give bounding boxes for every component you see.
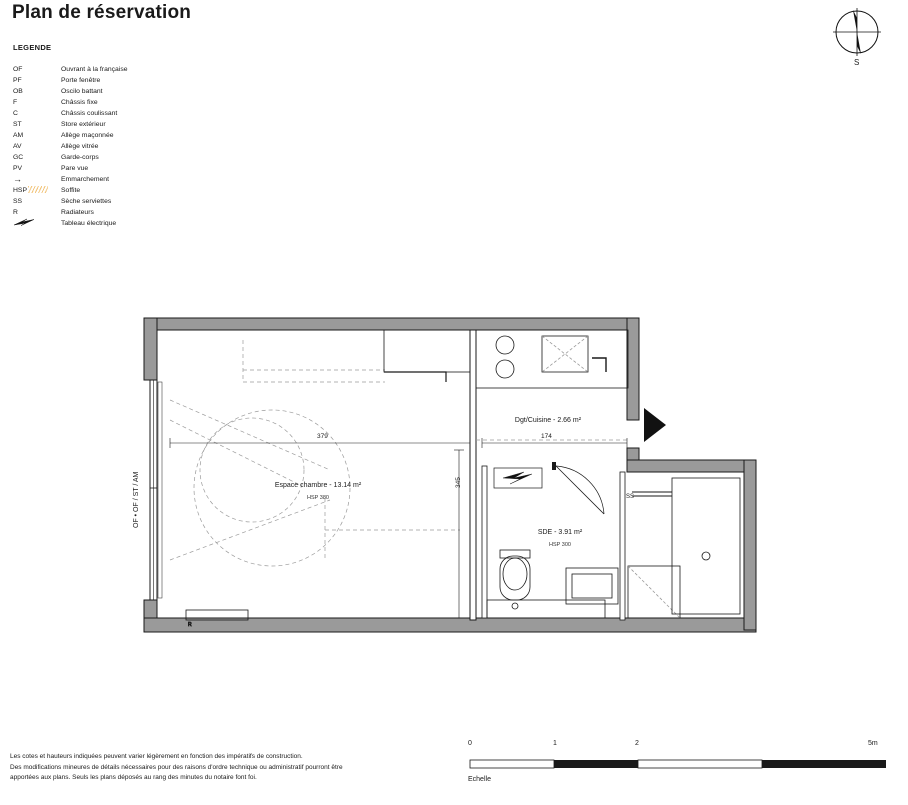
note-line: Les cotes et hauteurs indiquées peuvent varier légèrement en fonction des impératifs de construction. bbox=[10, 753, 303, 760]
dimension-lines bbox=[170, 438, 627, 618]
note-line: apportées aux plans. Seuls les plans déposés au rang des minutes du notaire font foi. bbox=[10, 774, 257, 781]
legend-item-desc: Sèche serviettes bbox=[61, 198, 112, 205]
window-label-left: OF • OF / ST / AM bbox=[133, 471, 140, 528]
legend-item-desc: Allège vitrée bbox=[61, 143, 99, 150]
footer-notes bbox=[10, 752, 430, 784]
walls-group bbox=[144, 318, 756, 632]
room-label-chambre bbox=[238, 482, 398, 501]
legend-item-code: R bbox=[13, 209, 18, 216]
sde-door bbox=[552, 462, 604, 514]
compass-south-label: S bbox=[854, 58, 860, 67]
legend-item-code: C bbox=[13, 110, 18, 117]
legend-item-code: PF bbox=[13, 77, 22, 84]
entry-arrow-icon bbox=[644, 408, 666, 442]
dimension-345: 345 bbox=[455, 477, 462, 488]
legend-item-desc: Oscilo battant bbox=[61, 88, 103, 95]
scale-bar-svg bbox=[468, 756, 888, 776]
legend-item-code: PV bbox=[13, 165, 23, 172]
room-label-sde bbox=[505, 529, 615, 548]
legend-heading: LEGENDE bbox=[13, 43, 52, 52]
scale-tick-5: 5m bbox=[868, 740, 878, 747]
scale-bar bbox=[468, 740, 888, 790]
note-line: Des modifications mineures de détails nécessaires pour des raisons d'ordre technique ou administratif pourront être bbox=[10, 763, 343, 771]
room-hsp: HSP 300 bbox=[549, 542, 571, 548]
scale-tick-0: 0 bbox=[468, 740, 472, 747]
legend-item-code: AM bbox=[13, 132, 24, 139]
legend-item-code: ST bbox=[13, 121, 22, 128]
legend-item-code: SS bbox=[13, 198, 23, 205]
legend-item-desc: Radiateurs bbox=[61, 209, 94, 216]
legend-item-code: GC bbox=[13, 154, 24, 161]
room-name: Dgt/Cuisine - 2.66 m² bbox=[514, 417, 582, 424]
legend-item-code: OF bbox=[13, 66, 23, 73]
legend-item-desc: Store extérieur bbox=[61, 121, 106, 128]
legend-item-desc: Soffite bbox=[61, 187, 81, 194]
legend-item-desc: Allège maçonnée bbox=[61, 132, 114, 139]
svg-text:R: R bbox=[188, 622, 192, 628]
window-left bbox=[150, 380, 162, 600]
room-name: SDE - 3.91 m² bbox=[537, 529, 583, 536]
legend-item-desc: Châssis coulissant bbox=[61, 110, 118, 117]
legend-item-desc: Garde-corps bbox=[61, 154, 99, 161]
legend-item-desc: Emmarchement bbox=[61, 176, 109, 183]
arrow-right-icon: → bbox=[13, 174, 22, 184]
tag-seche-serviettes: SS bbox=[626, 494, 635, 500]
room-name: Espace chambre - 13.14 m² bbox=[274, 482, 362, 489]
legend-item-desc: Porte fenêtre bbox=[61, 77, 101, 84]
legend-item-desc: Tableau électrique bbox=[61, 220, 117, 227]
legend-item-code: HSP bbox=[13, 185, 57, 196]
legend-item-code: AV bbox=[13, 143, 22, 150]
legend-item-desc: Ouvrant à la française bbox=[61, 66, 128, 73]
dimension-174: 174 bbox=[541, 433, 552, 440]
room-label-cuisine bbox=[488, 417, 608, 424]
legend-item-desc: Châssis fixe bbox=[61, 99, 98, 106]
scale-tick-1: 1 bbox=[553, 740, 557, 747]
page-title: Plan de réservation bbox=[12, 2, 192, 23]
scale-caption: Echelle bbox=[468, 776, 491, 783]
scale-tick-2: 2 bbox=[635, 740, 639, 747]
legend-item-code: OB bbox=[13, 88, 23, 95]
dimension-379: 379 bbox=[317, 433, 328, 440]
legend-item-code: F bbox=[13, 99, 18, 106]
room-hsp: HSP 380 bbox=[307, 495, 329, 501]
kitchen-fixtures bbox=[384, 330, 628, 388]
legend-item-desc: Pare vue bbox=[61, 165, 89, 172]
